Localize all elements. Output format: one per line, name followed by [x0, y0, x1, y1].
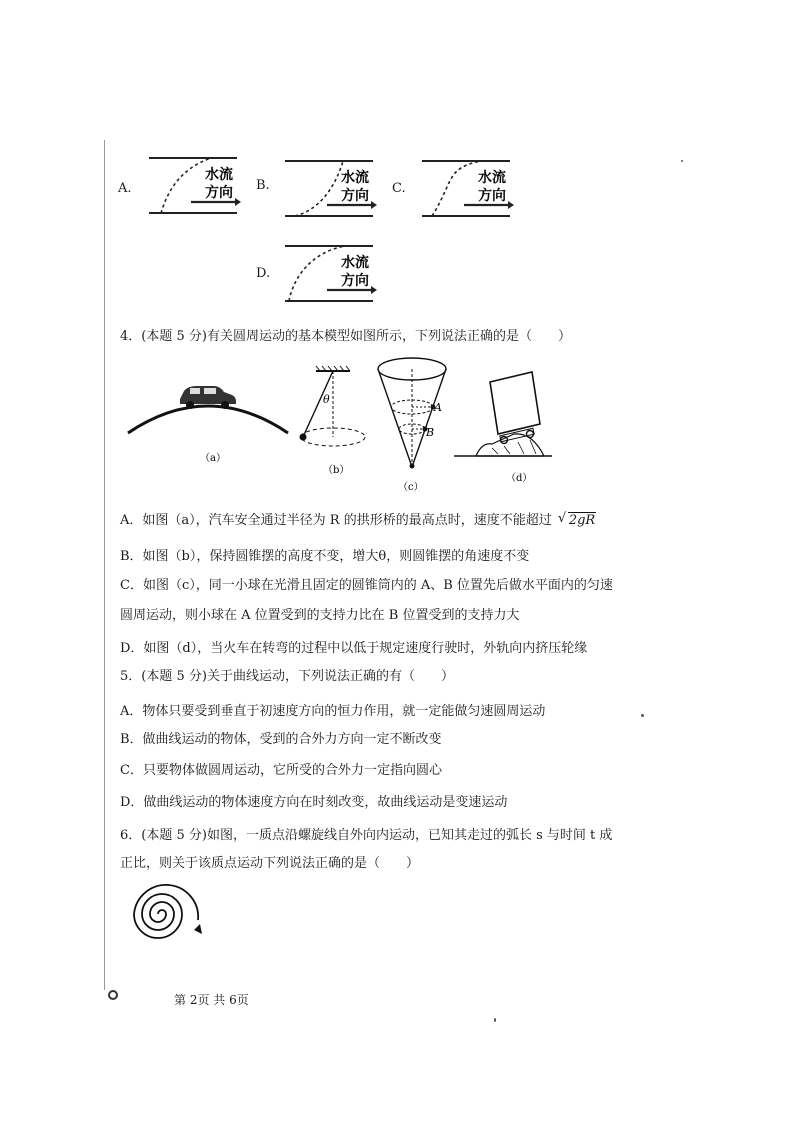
q4-option-d: D．如图（d），当火车在转弯的过程中以低于规定速度行驶时，外轨向内挤压轮缘	[120, 641, 588, 656]
scan-speck	[494, 1018, 496, 1022]
figure-b-conical-pendulum	[296, 365, 374, 480]
point-a-label: A	[434, 401, 442, 414]
flow-text-d2: 方向	[341, 273, 369, 289]
q4-stem: 4．(本题 5 分)有关圆周运动的基本模型如图所示，下列说法正确的是（ ）	[120, 329, 571, 344]
q5-option-c: C．只要物体做圆周运动，它所受的合外力一定指向圆心	[120, 763, 442, 778]
q4-option-a	[120, 512, 596, 530]
river-figure-c	[418, 158, 514, 220]
point-b-label: B	[426, 426, 435, 439]
margin-rule	[104, 140, 105, 990]
option-c-label: C.	[392, 181, 406, 196]
figure-d-train-curve	[452, 368, 554, 490]
scan-speck	[641, 714, 644, 717]
flow-text-c2: 方向	[478, 188, 506, 204]
caption-a: （a）	[200, 453, 226, 464]
binding-hole-icon	[107, 989, 119, 1001]
flow-text-a1: 水流	[205, 167, 233, 183]
caption-c: （c）	[398, 482, 424, 493]
flow-text-d1: 水流	[341, 255, 369, 271]
q4-option-c-line1: C．如图（c），同一小球在光滑且固定的圆锥筒内的 A、B 位置先后做水平面内的匀速	[120, 578, 613, 593]
q5-option-a: A．物体只要受到垂直于初速度方向的恒力作用，就一定能做匀速圆周运动	[120, 704, 546, 719]
spiral-arrow-icon	[194, 924, 202, 934]
q4-option-a-text: A．如图（a），汽车安全通过半径为 R 的拱形桥的最高点时，速度不能超过	[120, 513, 552, 528]
river-figure-a	[145, 155, 241, 217]
option-a-label: A.	[118, 181, 132, 196]
sqrt-expression: √ 2gR	[557, 511, 596, 528]
river-figure-d	[281, 243, 377, 305]
option-d-label: D.	[256, 266, 271, 281]
q5-option-b: B．做曲线运动的物体，受到的合外力方向一定不断改变	[120, 732, 442, 747]
q4-option-c-line2: 圆周运动，则小球在 A 位置受到的支持力比在 B 位置受到的支持力大	[120, 608, 520, 623]
page-number: 第 2页 共 6页	[174, 993, 249, 1007]
caption-b: （b）	[323, 465, 350, 476]
river-figure-b	[281, 158, 377, 220]
q5-option-d: D．做曲线运动的物体速度方向在时刻改变，故曲线运动是变速运动	[120, 795, 508, 810]
scan-speck	[681, 160, 683, 162]
q5-stem: 5．(本题 5 分)关于曲线运动，下列说法正确的有（ ）	[120, 669, 454, 684]
flow-text-b1: 水流	[341, 170, 369, 186]
flow-text-a2: 方向	[205, 185, 233, 201]
flow-text-b2: 方向	[341, 188, 369, 204]
q4-option-b: B．如图（b），保持圆锥摆的高度不变，增大θ，则圆锥摆的角速度不变	[120, 549, 530, 564]
sqrt-radicand: 2gR	[568, 513, 596, 528]
option-b-label: B.	[256, 178, 270, 193]
theta-label: θ	[323, 393, 330, 406]
caption-d: （d）	[506, 473, 533, 484]
figure-a-arch-bridge	[124, 375, 292, 470]
q6-stem-line2: 正比，则关于该质点运动下列说法正确的是（ ）	[120, 856, 420, 871]
flow-text-c1: 水流	[478, 170, 506, 186]
q6-stem-line1: 6．(本题 5 分)如图，一质点沿螺旋线自外向内运动，已知其走过的弧长 s 与时间 t 成	[120, 828, 613, 843]
spiral-figure	[128, 880, 214, 952]
figure-c-cone	[376, 355, 452, 495]
